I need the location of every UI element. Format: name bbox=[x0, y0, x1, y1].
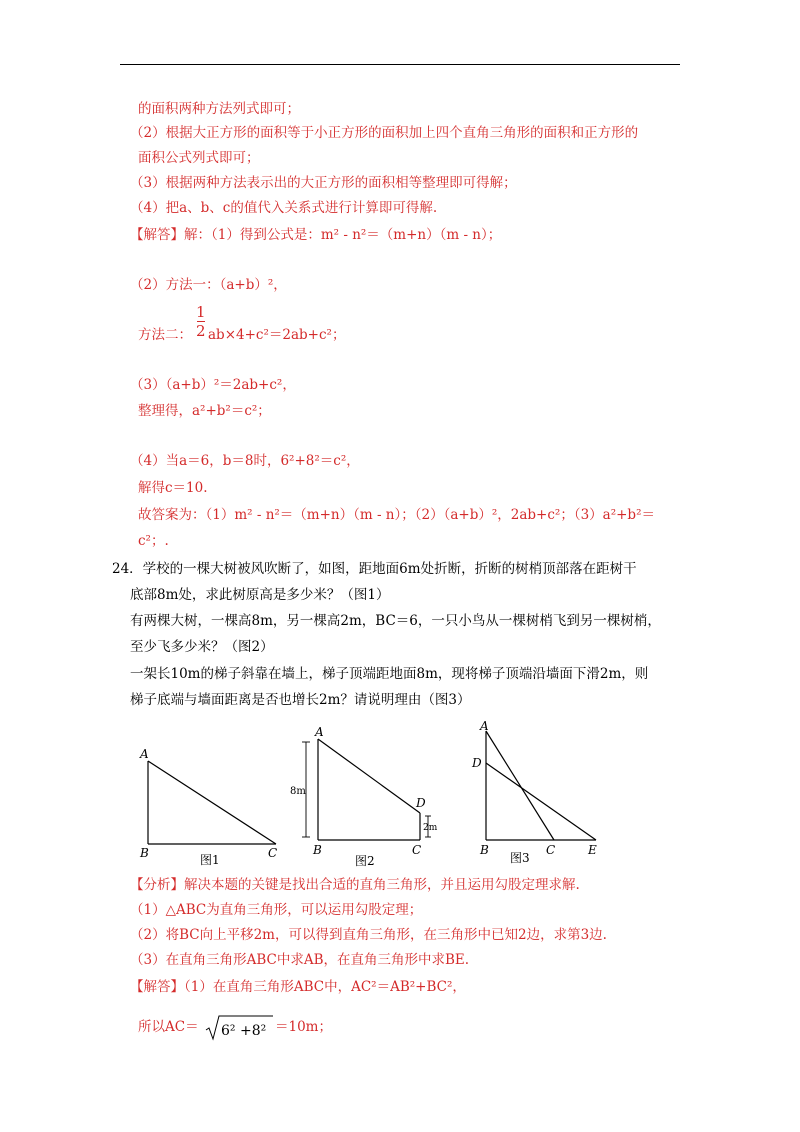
text-line: 梯子底端与墙面距离是否也增长2m？请说明理由（图3） bbox=[130, 692, 471, 708]
text-line: （3）根据两种方法表示出的大正方形的面积相等整理即可得解； bbox=[130, 175, 517, 191]
fig2-length-2m: 2m bbox=[423, 823, 438, 833]
figure-3 bbox=[486, 731, 596, 840]
text-line: （1）△ABC为直角三角形，可以运用勾股定理； bbox=[130, 902, 423, 918]
fraction bbox=[196, 304, 206, 339]
text-line: 方法二： bbox=[138, 327, 192, 343]
fig3-caption: 图3 bbox=[510, 851, 530, 865]
fig2-label-a: A bbox=[315, 725, 324, 739]
text-line: （4）当a＝6，b＝8时，6²+8²＝c²， bbox=[130, 453, 360, 469]
text-line: 至少飞多少米？（图2） bbox=[130, 639, 274, 655]
text-line: 解得c＝10. bbox=[138, 480, 208, 496]
fraction-numerator: 1 bbox=[196, 303, 206, 321]
fig2-label-d: D bbox=[416, 796, 426, 810]
text-line: 所以AC＝ bbox=[138, 1019, 199, 1035]
text-line: （2）将BC向上平移2m，可以得到直角三角形，在三角形中已知2边，求第3边. bbox=[130, 927, 607, 943]
figure-1 bbox=[148, 761, 276, 844]
fig1-label-c: C bbox=[268, 846, 278, 860]
fig1-caption: 图1 bbox=[200, 853, 220, 867]
text-line: （2）根据大正方形的面积等于小正方形的面积加上四个直角三角形的面积和正方形的 bbox=[130, 125, 639, 141]
sqrt-radical bbox=[205, 1014, 275, 1042]
text-line: （3）在直角三角形ABC中求AB，在直角三角形中求BE. bbox=[130, 952, 470, 968]
analysis-heading: 【分析】解决本题的关键是找出合适的直角三角形，并且运用勾股定理求解. bbox=[130, 877, 580, 893]
text-line: ab×4+c²＝2ab+c²； bbox=[208, 327, 346, 343]
answer-heading: 【解答】解：（1）得到公式是：m² - n²＝（m+n）（m - n）； bbox=[130, 227, 502, 243]
figures bbox=[0, 716, 800, 876]
text-line: c²；. bbox=[138, 533, 169, 549]
text-line: （3）（a+b）²＝2ab+c²， bbox=[130, 377, 296, 393]
fig3-label-c: C bbox=[546, 843, 556, 857]
figure-2 bbox=[302, 739, 431, 840]
text-line: （4）把a、b、c的值代入关系式进行计算即可得解. bbox=[130, 200, 438, 216]
fig3-label-b: B bbox=[480, 843, 489, 857]
text-line: 故答案为：（1）m² - n²＝（m+n）（m - n）；（2）（a+b）²，2ab+c²；（3）a²+b²＝ bbox=[138, 507, 655, 523]
solution-heading: 【解答】（1）在直角三角形ABC中，AC²＝AB²+BC²， bbox=[130, 979, 466, 995]
text-line: 底部8m处，求此树原高是多少米？（图1） bbox=[130, 587, 390, 603]
fig3-label-e: E bbox=[588, 843, 597, 857]
text-line: 一架长10m的梯子斜靠在墙上，梯子顶端距地面8m，现将梯子顶端沿墙面下滑2m，则 bbox=[130, 666, 649, 682]
text-line: （2）方法一：（a+b）²， bbox=[130, 277, 287, 293]
text-line: 面积公式列式即可； bbox=[138, 150, 260, 166]
question-title: 24．学校的一棵大树被风吹断了，如图，距地面6m处折断，折断的树梢顶部落在距树干 bbox=[112, 561, 637, 577]
text-line: 的面积两种方法列式即可； bbox=[138, 101, 300, 117]
header-rule bbox=[120, 64, 680, 65]
fig1-label-b: B bbox=[140, 846, 149, 860]
text-line: ＝10m； bbox=[275, 1019, 332, 1035]
fig2-length-8m: 8m bbox=[290, 786, 306, 797]
fig1-label-a: A bbox=[140, 747, 149, 761]
text-line: 有两棵大树，一棵高8m，另一棵高2m，BC＝6，一只小鸟从一棵树梢飞到另一棵树梢， bbox=[130, 613, 661, 629]
fig2-label-c: C bbox=[412, 843, 422, 857]
sqrt-expression: 6² +8² bbox=[221, 1023, 267, 1039]
fraction-denominator: 2 bbox=[196, 322, 206, 340]
text-line: 整理得，a²+b²＝c²； bbox=[138, 403, 271, 419]
fig3-label-a: A bbox=[480, 719, 489, 733]
fig2-label-b: B bbox=[313, 843, 322, 857]
fig3-label-d: D bbox=[472, 756, 482, 770]
fig2-caption: 图2 bbox=[355, 854, 375, 868]
